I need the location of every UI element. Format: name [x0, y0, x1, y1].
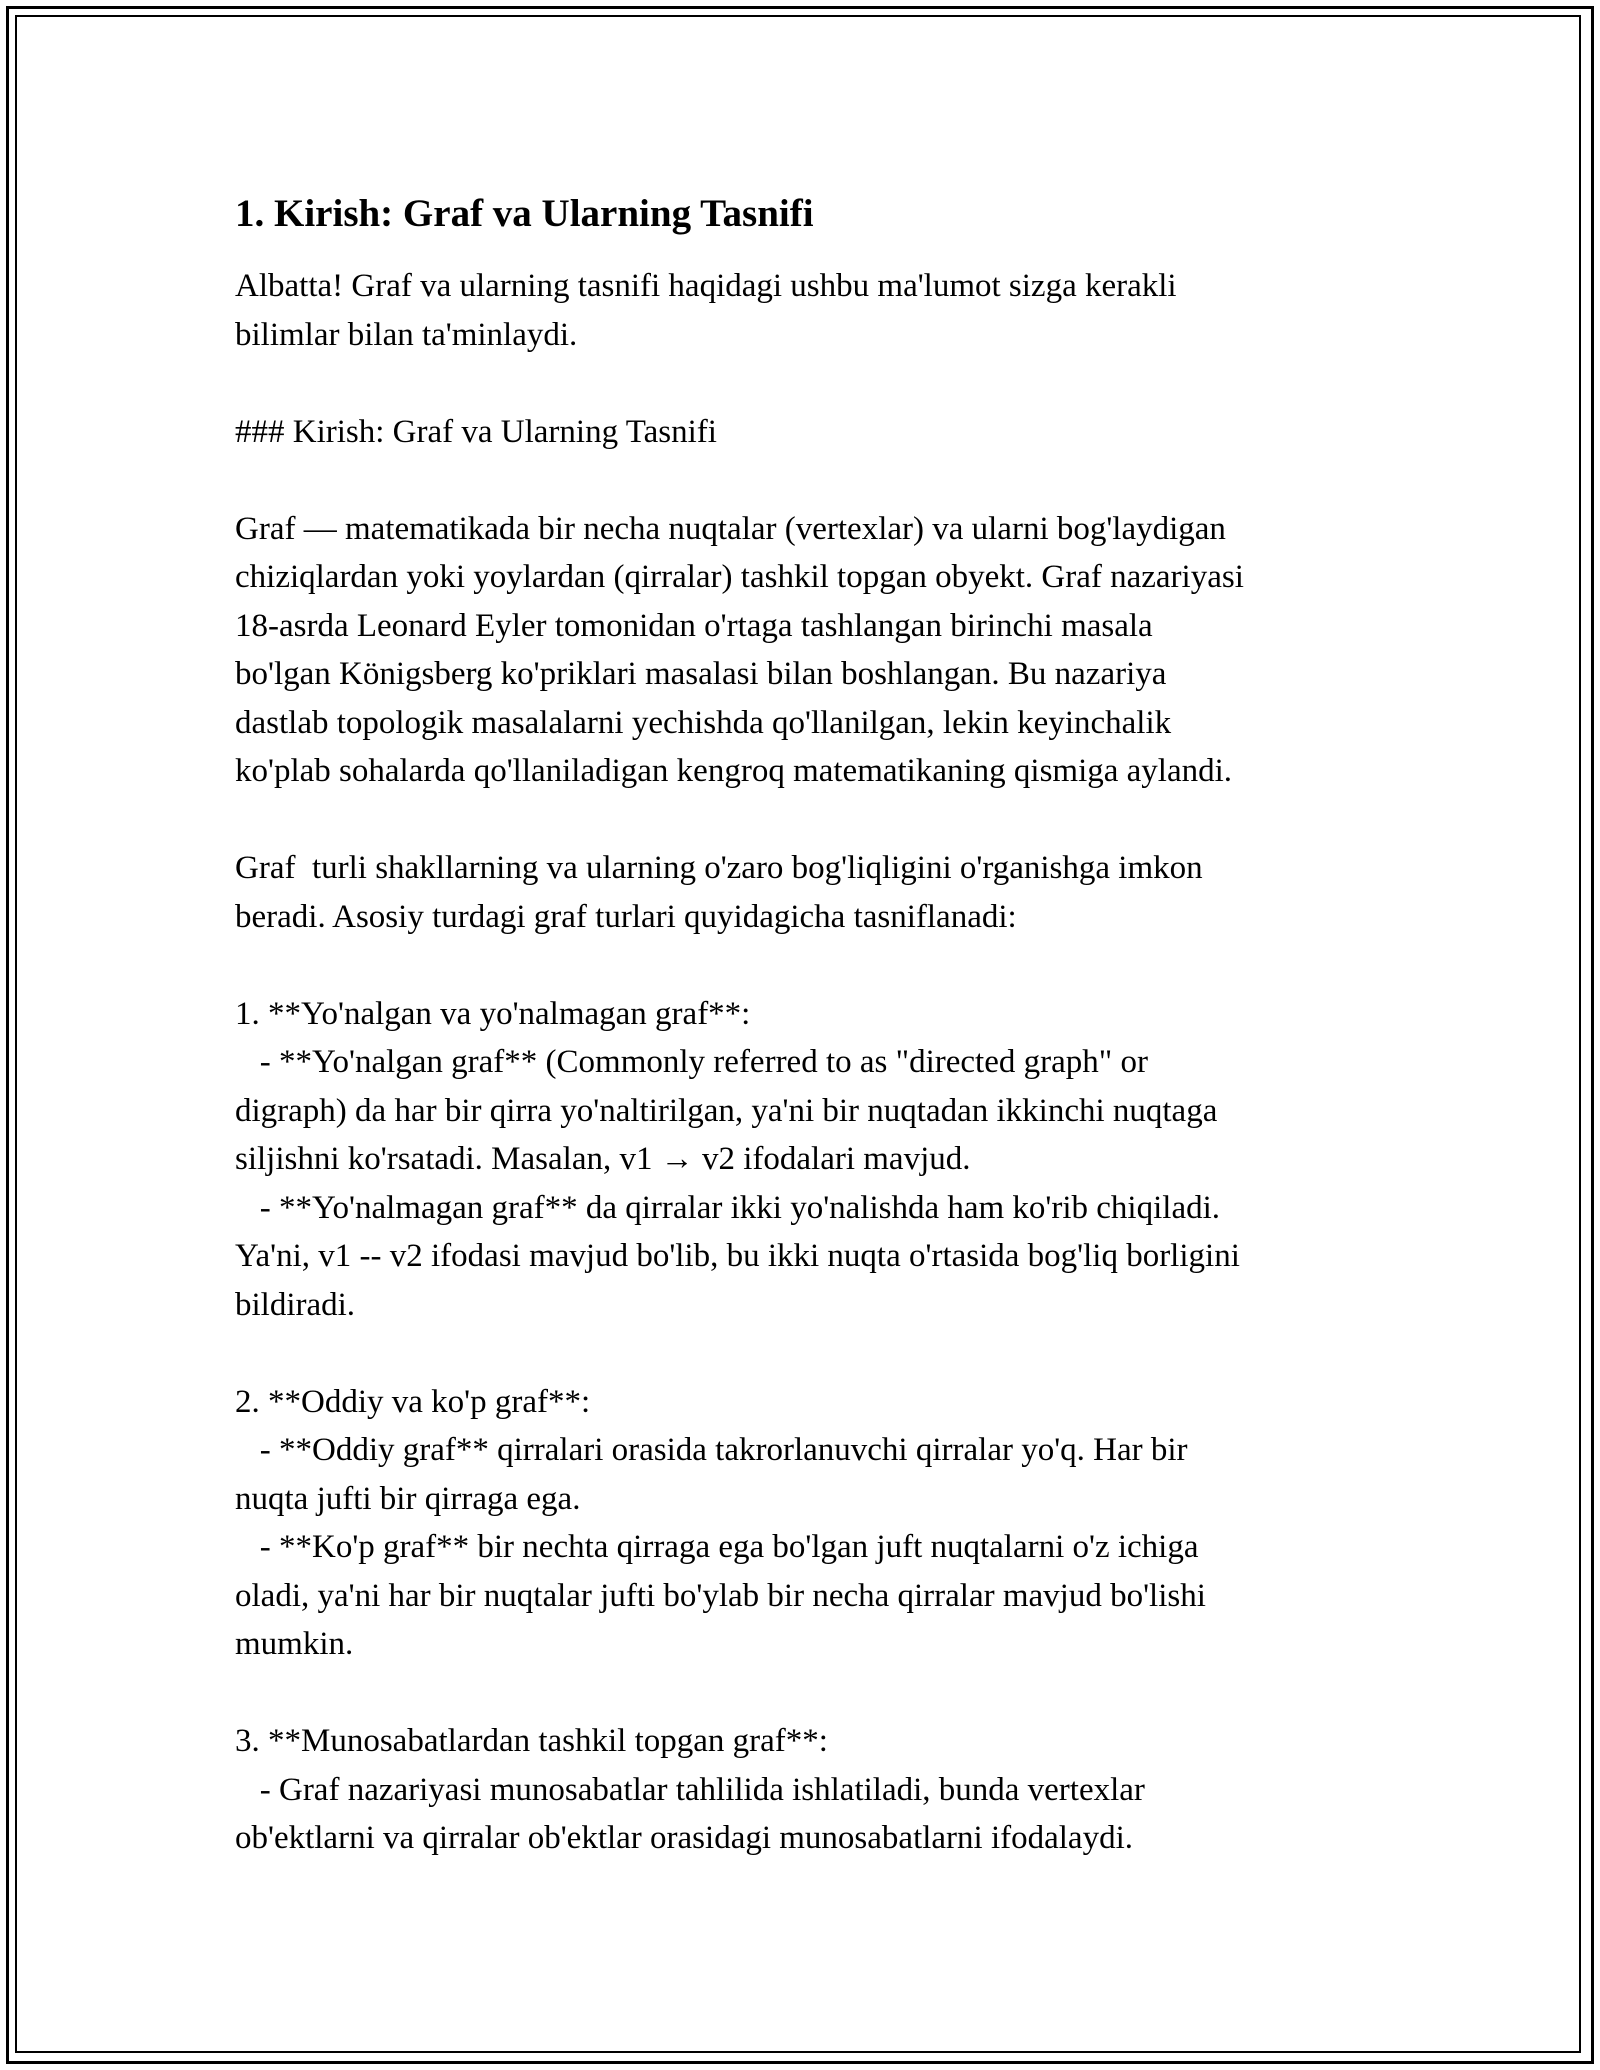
paragraph-gap [235, 796, 1365, 845]
text-line: 3. **Munosabatlardan tashkil topgan graf**: [235, 1723, 828, 1759]
paragraph-classification-intro [235, 844, 1365, 941]
text-line: - **Yo'nalgan graf** (Commonly referred to as "directed graph" or [235, 1044, 1148, 1080]
paragraph-gap [235, 1669, 1365, 1718]
text-line: - **Oddiy graf** qirralari orasida takrorlanuvchi qirralar yo'q. Har bir [235, 1432, 1188, 1468]
document-title: 1. Kirish: Graf va Ularning Tasnifi [235, 192, 814, 235]
text-line: ob'ektlarni va qirralar ob'ektlar orasidagi munosabatlarni ifodalaydi. [235, 1820, 1133, 1856]
text-line: 2. **Oddiy va ko'p graf**: [235, 1383, 591, 1420]
text-line: bo'lgan Königsberg ko'priklari masalasi bilan boshlangan. Bu nazariya [235, 656, 1167, 692]
text-line: digraph) da har bir qirra yo'naltirilgan, ya'ni bir nuqtadan ikkinchi nuqtaga [235, 1092, 1218, 1129]
text-line: bildiradi. [235, 1286, 356, 1323]
text-line: beradi. Asosiy turdagi graf turlari quyidagicha tasniflanadi: [235, 898, 1017, 935]
list-item-relation-graph [235, 1717, 1365, 1863]
text-line: Ya'ni, v1 -- v2 ifodasi mavjud bo'lib, bu ikki nuqta o'rtasida bog'liq borligini [235, 1238, 1240, 1274]
text-line: ko'plab sohalarda qo'llaniladigan kengroq matematikaning qismiga aylandi. [235, 753, 1233, 789]
text-line: dastlab topologik masalalarni yechishda qo'llanilgan, lekin keyinchalik [235, 704, 1172, 741]
text-line: Graf turli shakllarning va ularning o'zaro bog'liqligini o'rganishga imkon [235, 850, 1203, 886]
paragraph-gap [235, 359, 1365, 408]
paragraph-gap [235, 456, 1365, 505]
list-item-directed-graph [235, 990, 1365, 1330]
text-line: - **Ko'p graf** bir nechta qirraga ega bo'lgan juft nuqtalarni o'z ichiga [235, 1529, 1199, 1565]
text-line: Albatta! Graf va ularning tasnifi haqidagi ushbu ma'lumot sizga kerakli [235, 268, 1177, 304]
text-line: ### Kirish: Graf va Ularning Tasnifi [235, 413, 717, 450]
text-line: bilimlar bilan ta'minlaydi. [235, 316, 578, 353]
text-line: nuqta jufti bir qirraga ega. [235, 1480, 581, 1517]
text-line: chiziqlardan yoki yoylardan (qirralar) tashkil topgan obyekt. Graf nazariyasi [235, 559, 1244, 595]
paragraph-gap [235, 1329, 1365, 1378]
text-line: Graf — matematikada bir necha nuqtalar (vertexlar) va ularni bog'laydigan [235, 510, 1226, 547]
paragraph-graf-definition [235, 505, 1365, 796]
text-line: 1. **Yo'nalgan va yo'nalmagan graf**: [235, 995, 751, 1032]
paragraph-gap [235, 941, 1365, 990]
text-line: - Graf nazariyasi munosabatlar tahlilida ishlatiladi, bunda vertexlar [235, 1771, 1145, 1808]
paragraph-subheading [235, 408, 1365, 457]
text-line: - **Yo'nalmagan graf** da qirralar ikki yo'nalishda ham ko'rib chiqiladi. [235, 1189, 1221, 1226]
document-body [235, 186, 1365, 1863]
text-line: 18-asrda Leonard Eyler tomonidan o'rtaga tashlangan birinchi masala [235, 607, 1153, 644]
text-line: oladi, ya'ni har bir nuqtalar jufti bo'ylab bir necha qirralar mavjud bo'lishi [235, 1577, 1206, 1614]
list-item-simple-multi-graph [235, 1378, 1365, 1669]
text-line: mumkin. [235, 1626, 354, 1662]
paragraph-intro [235, 262, 1365, 359]
text-line: siljishni ko'rsatadi. Masalan, v1 → v2 ifodalari mavjud. [235, 1141, 971, 1177]
